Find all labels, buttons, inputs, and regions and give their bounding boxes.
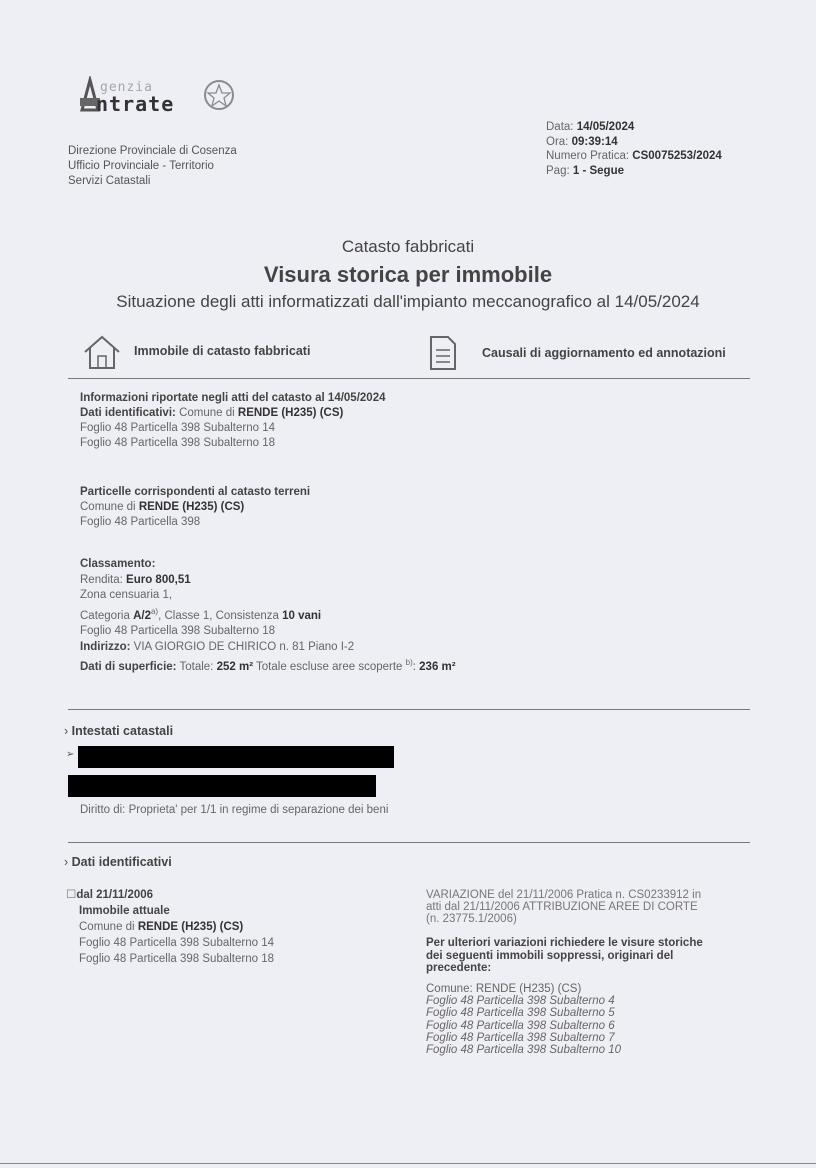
soppressi-item: Foglio 48 Particella 398 Subalterno 7 xyxy=(426,1031,615,1044)
particelle-comune-value: RENDE (H235) (CS) xyxy=(138,501,245,513)
categoria-value: A/2 xyxy=(133,609,151,622)
bottom-edge-line xyxy=(0,1163,816,1164)
dati-pre: Comune di xyxy=(179,407,235,419)
bullet-arrow-icon: ➢ xyxy=(66,749,75,760)
variazione-note-line: precedente: xyxy=(426,962,492,974)
section-causali: Causali di aggiornamento ed annotazioni xyxy=(482,346,726,360)
classamento-label: Classamento: xyxy=(80,558,156,570)
chevron-right-icon: › xyxy=(64,724,69,738)
rendita-value: Euro 800,51 xyxy=(126,573,191,586)
dati-value: RENDE (H235) (CS) xyxy=(237,407,344,419)
section-immobile: Immobile di catasto fabbricati xyxy=(134,344,311,358)
title-situazione: Situazione degli atti informatizzati dall'impianto meccanografico al 14/05/2024 xyxy=(116,292,700,311)
title-visura: Visura storica per immobile xyxy=(263,262,553,287)
info-block xyxy=(80,391,386,451)
dati-ident-comune-pre: Comune di xyxy=(79,921,135,933)
variazione-note-line: dei seguenti immobili soppressi, originari del xyxy=(426,949,674,962)
soppressi-item: Foglio 48 Particella 398 Subalterno 5 xyxy=(426,1007,615,1020)
soppressi-comune: Comune: RENDE (H235) (CS) xyxy=(426,983,582,995)
office-block xyxy=(68,144,237,189)
data-label: Data: xyxy=(546,121,574,133)
dati-ident-comune-value: RENDE (H235) (CS) xyxy=(137,921,244,933)
classamento-block xyxy=(80,557,456,676)
dati-dal: dal 21/11/2006 xyxy=(76,889,154,901)
divider xyxy=(68,842,750,843)
logo-main-text: ntrate xyxy=(96,92,175,116)
info-foglio: Foglio 48 Particella 398 Subalterno 18 xyxy=(80,437,275,449)
redaction-bar xyxy=(68,775,376,797)
variazione-note xyxy=(426,937,703,975)
particelle-label: Particelle corrispondenti al catasto terreni xyxy=(80,486,311,498)
intestati-heading xyxy=(64,724,173,738)
pag-value: 1 - Segue xyxy=(572,164,625,177)
immobile-attuale: Immobile attuale xyxy=(79,905,170,917)
emblem-icon xyxy=(202,78,236,112)
dati-ident-block xyxy=(66,887,274,967)
dati-ident-foglio: Foglio 48 Particella 398 Subalterno 18 xyxy=(79,953,274,965)
intestati-heading-text: Intestati catastali xyxy=(71,724,174,738)
ora-label: Ora: xyxy=(546,135,569,148)
zona-censuaria: Zona censuaria 1, xyxy=(80,589,173,602)
pag-label: Pag: xyxy=(546,164,570,177)
superficie-totale: 252 m² xyxy=(216,661,254,674)
info-foglio: Foglio 48 Particella 398 Subalterno 14 xyxy=(80,422,275,434)
variazione-note-line: Per ulteriori variazioni richiedere le visure storiche xyxy=(426,937,703,949)
soppressi-item: Foglio 48 Particella 398 Subalterno 10 xyxy=(426,1044,621,1057)
dati-ident-foglio: Foglio 48 Particella 398 Subalterno 14 xyxy=(79,937,274,949)
categoria-note: a) xyxy=(150,606,159,616)
superficie-note: b) xyxy=(405,658,413,668)
categoria-pre: Categoria xyxy=(80,609,130,622)
superficie-label: Dati di superficie: xyxy=(80,661,177,674)
title-catasto: Catasto fabbricati xyxy=(341,237,475,256)
superficie-colon: : xyxy=(412,661,416,674)
superficie-mid: Totale escluse aree scoperte xyxy=(256,661,403,674)
redaction-bar xyxy=(78,746,394,768)
variazione-block xyxy=(426,889,701,925)
variazione-line: atti dal 21/11/2006 ATTRIBUZIONE AREE DI CORTE xyxy=(426,901,698,913)
house-icon xyxy=(82,332,122,372)
pratica-label: Numero Pratica: xyxy=(546,150,630,162)
chevron-right-icon: › xyxy=(64,855,69,869)
data-value: 14/05/2024 xyxy=(576,121,635,133)
office-line: Ufficio Provinciale - Territorio xyxy=(68,160,214,172)
diritto-text: Diritto di: Proprieta' per 1/1 in regime di separazione dei beni xyxy=(80,804,389,816)
vani-value: 10 vani xyxy=(282,609,322,622)
soppressi-item: Foglio 48 Particella 398 Subalterno 6 xyxy=(426,1019,615,1032)
variazione-line: VARIAZIONE del 21/11/2006 Pratica n. CS0233912 in xyxy=(426,889,702,901)
office-line: Direzione Provinciale di Cosenza xyxy=(68,145,237,157)
classamento-foglio: Foglio 48 Particella 398 Subalterno 18 xyxy=(80,625,275,638)
info-intro: Informazioni riportate negli atti del catasto al 14/05/2024 xyxy=(80,392,386,404)
indirizzo-label: Indirizzo: xyxy=(80,640,131,653)
superficie-pre: Totale: xyxy=(179,661,214,674)
soppressi-item: Foglio 48 Particella 398 Subalterno 4 xyxy=(426,995,615,1008)
dati-label: Dati identificativi: xyxy=(80,407,176,419)
variazione-line: (n. 23775.1/2006) xyxy=(426,913,517,925)
dati-ident-heading xyxy=(64,855,172,869)
office-line: Servizi Catastali xyxy=(68,175,151,187)
particelle-comune-pre: Comune di xyxy=(80,501,136,513)
dati-ident-heading-text: Dati identificativi xyxy=(71,855,172,869)
soppressi-block xyxy=(426,983,621,1056)
pratica-value: CS0075253/2024 xyxy=(632,150,722,162)
indirizzo-value: VIA GIORGIO DE CHIRICO n. 81 Piano I-2 xyxy=(133,640,355,653)
rendita-pre: Rendita: xyxy=(80,573,123,586)
ora-value: 09:39:14 xyxy=(571,135,618,148)
particelle-block xyxy=(80,485,310,530)
checkbox-icon: ☐ xyxy=(66,889,77,901)
logo-sub-text: genzia xyxy=(100,80,153,95)
particelle-foglio: Foglio 48 Particella 398 xyxy=(80,516,201,528)
document-icon xyxy=(428,334,458,372)
superficie-escluse: 236 m² xyxy=(419,661,456,674)
header-meta xyxy=(546,120,722,178)
divider xyxy=(68,378,750,379)
divider xyxy=(68,709,750,710)
classe-text: , Classe 1, Consistenza xyxy=(158,609,279,622)
